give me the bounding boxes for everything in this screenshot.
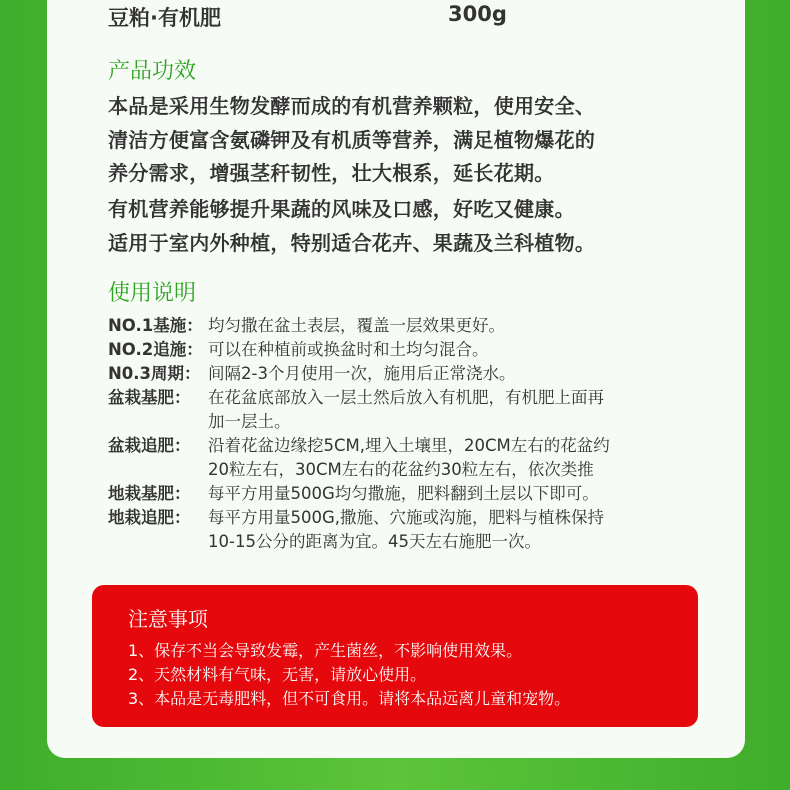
usage-label: 地栽基肥： — [108, 484, 191, 503]
effect-line: 养分需求，增强茎秆韧性，壮大根系，延长花期。 — [108, 161, 555, 185]
usage-text: 均匀撒在盆土表层，覆盖一层效果更好。 — [208, 316, 505, 335]
notice-item: 3、本品是无毒肥料，但不可食用。请将本品远离儿童和宠物。 — [128, 689, 571, 708]
effect-heading: 产品功效 — [108, 59, 197, 84]
usage-text: 加一层土。 — [208, 412, 291, 431]
usage-heading: 使用说明 — [108, 281, 197, 306]
usage-label: N0.3周期： — [108, 364, 201, 383]
usage-item — [108, 434, 708, 482]
effect-line: 有机营养能够提升果蔬的风味及口感，好吃又健康。 — [108, 197, 575, 221]
notice-item: 1、保存不当会导致发霉，产生菌丝，不影响使用效果。 — [128, 641, 523, 660]
usage-item — [108, 482, 708, 506]
usage-text: 沿着花盆边缘挖5CM,埋入土壤里，20CM左右的花盆约 — [208, 436, 610, 455]
usage-text: 10-15公分的距离为宜。45天左右施肥一次。 — [208, 532, 541, 551]
spec-name: 豆粕·有机肥 — [108, 6, 221, 30]
usage-text: 每平方用量500G,撒施、穴施或沟施，肥料与植株保持 — [208, 508, 605, 527]
notice-box — [92, 585, 698, 727]
spec-row — [108, 2, 668, 30]
usage-item — [108, 338, 708, 362]
usage-item — [108, 362, 708, 386]
usage-text: 间隔2-3个月使用一次，施用后正常浇水。 — [208, 364, 516, 383]
effect-line: 清洁方便富含氨磷钾及有机质等营养，满足植物爆花的 — [108, 128, 596, 152]
usage-item — [108, 314, 708, 338]
usage-text: 可以在种植前或换盆时和土均匀混合。 — [208, 340, 489, 359]
usage-text: 在花盆底部放入一层土然后放入有机肥，有机肥上面再 — [208, 388, 604, 407]
spec-value: 300g — [448, 2, 507, 26]
usage-item — [108, 386, 708, 434]
usage-label: 盆栽基肥： — [108, 388, 191, 407]
usage-text: 20粒左右，30CM左右的花盆约30粒左右，依次类推 — [208, 460, 594, 479]
usage-item — [108, 506, 708, 554]
notice-heading: 注意事项 — [128, 607, 208, 631]
usage-list — [108, 314, 708, 554]
effect-line: 适用于室内外种植，特别适合花卉、果蔬及兰科植物。 — [108, 231, 596, 255]
effect-line: 本品是采用生物发酵而成的有机营养颗粒，使用安全、 — [108, 94, 596, 118]
usage-label: NO.1基施： — [108, 316, 203, 335]
usage-label: 地栽追肥： — [108, 508, 191, 527]
usage-label: NO.2追施： — [108, 340, 203, 359]
usage-label: 盆栽追肥： — [108, 436, 191, 455]
notice-item: 2、天然材料有气味，无害，请放心使用。 — [128, 665, 427, 684]
usage-text: 每平方用量500G均匀撒施，肥料翻到土层以下即可。 — [208, 484, 599, 503]
